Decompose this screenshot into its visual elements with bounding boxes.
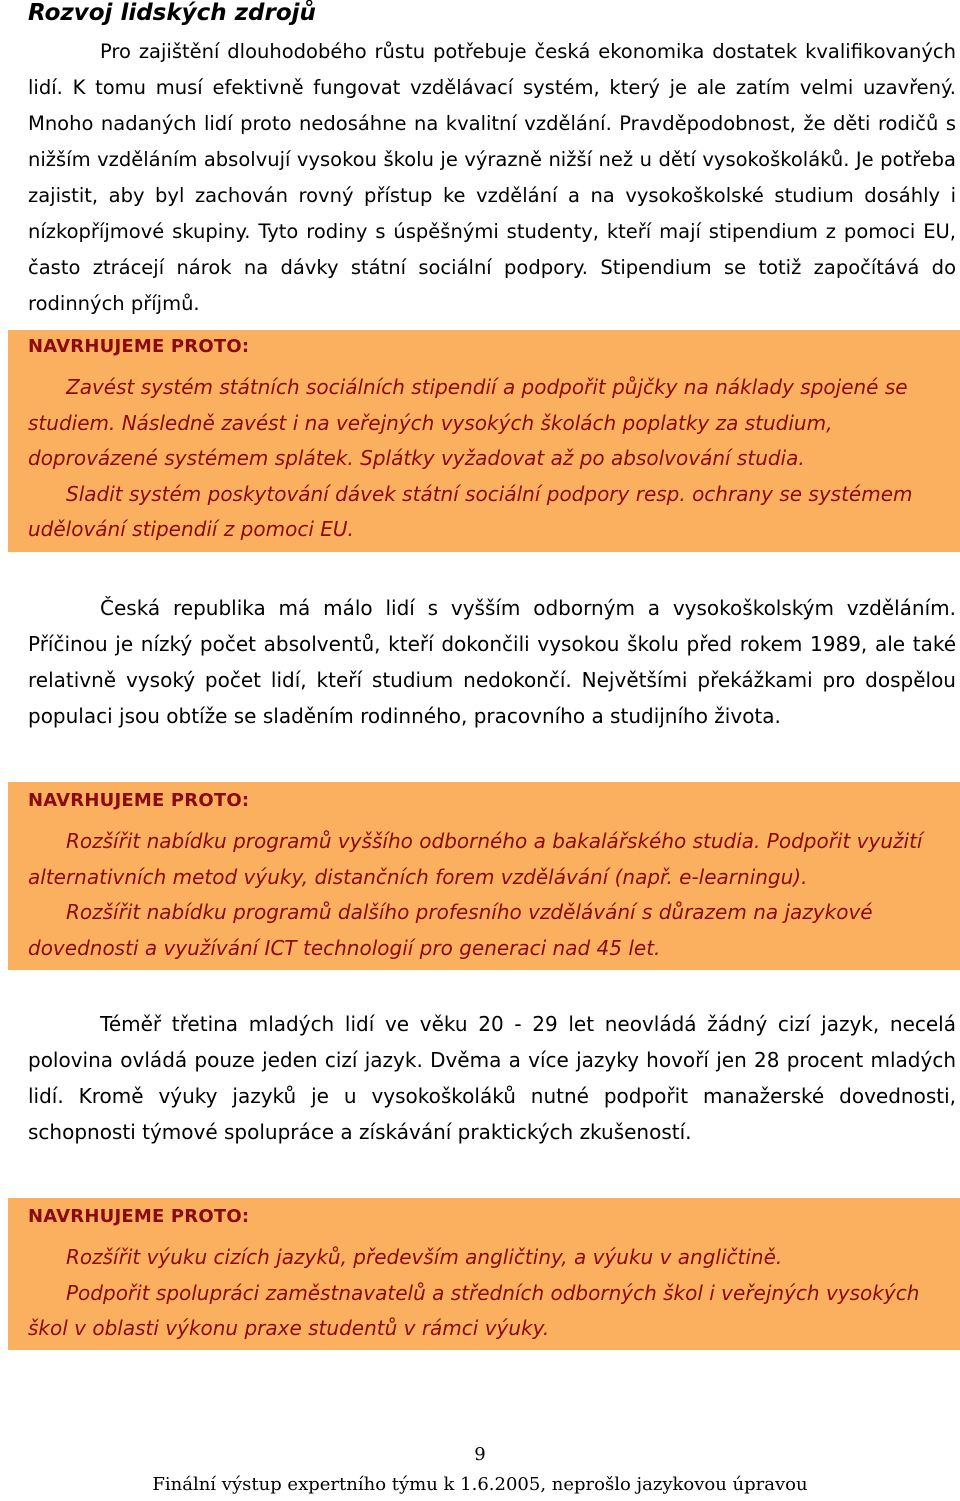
proposal-box-2 [8, 782, 960, 970]
body-paragraph-3 [28, 1006, 956, 1150]
proposal-box-1 [8, 330, 960, 552]
proposal-label: NAVRHUJEME PROTO: [28, 336, 250, 357]
section-title: Rozvoj lidských zdrojů [28, 0, 316, 26]
paragraph-text: Česká republika má málo lidí s vyšším odborným a vysokoškolským vzděláním. Příčinou je nízký počet absolventů, kteří dokončili vysokou školu před rokem 1989, ale také relativně vysoký počet lidí, kteří studium nedokončí. Největšími překážkami pro dospělou populaci jsou obtíže se sladěním rodinného, pracovního a studijního života. [28, 596, 956, 728]
proposal-item: Rozšířit nabídku programů vyššího odborného a bakalářského studia. Podpořit využití alternativních metod výuky, distančních forem vzdělávání (např. e-learningu). [28, 829, 923, 889]
proposal-item: Rozšířit nabídku programů dalšího profesního vzdělávání s důrazem na jazykové dovednosti a využívání ICT technologií pro generaci nad 45 let. [28, 900, 873, 960]
footer-note: Finální výstup expertního týmu k 1.6.2005, neprošlo jazykovou úpravou [152, 1474, 808, 1495]
proposal-body [28, 824, 948, 966]
proposal-item: Zavést systém státních sociálních stipendií a podpořit půjčky na náklady spojené se studiem. Následně zavést i na veřejných vysokých školách poplatky za studium, doprovázené systémem splátek. Splátky vyžadovat až po absolvování studia. [28, 375, 908, 470]
proposal-item: Rozšířit výuku cizích jazyků, především angličtiny, a výuku v angličtině. [66, 1245, 783, 1269]
proposal-item: Sladit systém poskytování dávek státní sociální podpory resp. ochrany se systémem udělování stipendií z pomoci EU. [28, 481, 913, 541]
intro-paragraph [28, 34, 956, 322]
body-paragraph-2 [28, 590, 956, 734]
proposal-label: NAVRHUJEME PROTO: [28, 1206, 250, 1227]
intro-text: Pro zajištění dlouhodobého růstu potřebuje česká ekonomika dostatek kvalifikovaných lidí. K tomu musí efektivně fungovat vzdělávací systém, který je ale zatím velmi uzavřený. Mnoho nadaných lidí proto nedosáhne na kvalitní vzdělání. Pravděpodobnost, že děti rodičů s nižším vzděláním absolvují vysokou školu je výrazně nižší než u dětí vysokoškoláků. Je potřeba zajistit, aby byl zachován rovný přístup ke vzdělání a na vysokoškolské studium dosáhly i nízkopříjmové skupiny. Tyto rodiny s úspěšnými studenty, kteří mají stipendium z pomoci EU, často ztrácejí nárok na dávky státní sociální podpory. Stipendium se totiž započítává do rodinných příjmů. [28, 40, 956, 315]
proposal-body [28, 370, 948, 548]
proposal-label: NAVRHUJEME PROTO: [28, 790, 250, 811]
page-number: 9 [474, 1444, 486, 1465]
paragraph-text: Téměř třetina mladých lidí ve věku 20 - 29 let neovládá žádný cizí jazyk, necelá polovina ovládá pouze jeden cizí jazyk. Dvěma a více jazyky hovoří jen 28 procent mladých lidí. Kromě výuky jazyků je u vysokoškoláků nutné podpořit manažerské dovednosti, schopnosti týmové spolupráce a získávání praktických zkušeností. [28, 1012, 956, 1144]
proposal-body [28, 1240, 948, 1347]
proposal-box-3 [8, 1198, 960, 1350]
proposal-item: Podpořit spolupráci zaměstnavatelů a středních odborných škol i veřejných vysokých škol v oblasti výkonu praxe studentů v rámci výuky. [28, 1280, 920, 1340]
